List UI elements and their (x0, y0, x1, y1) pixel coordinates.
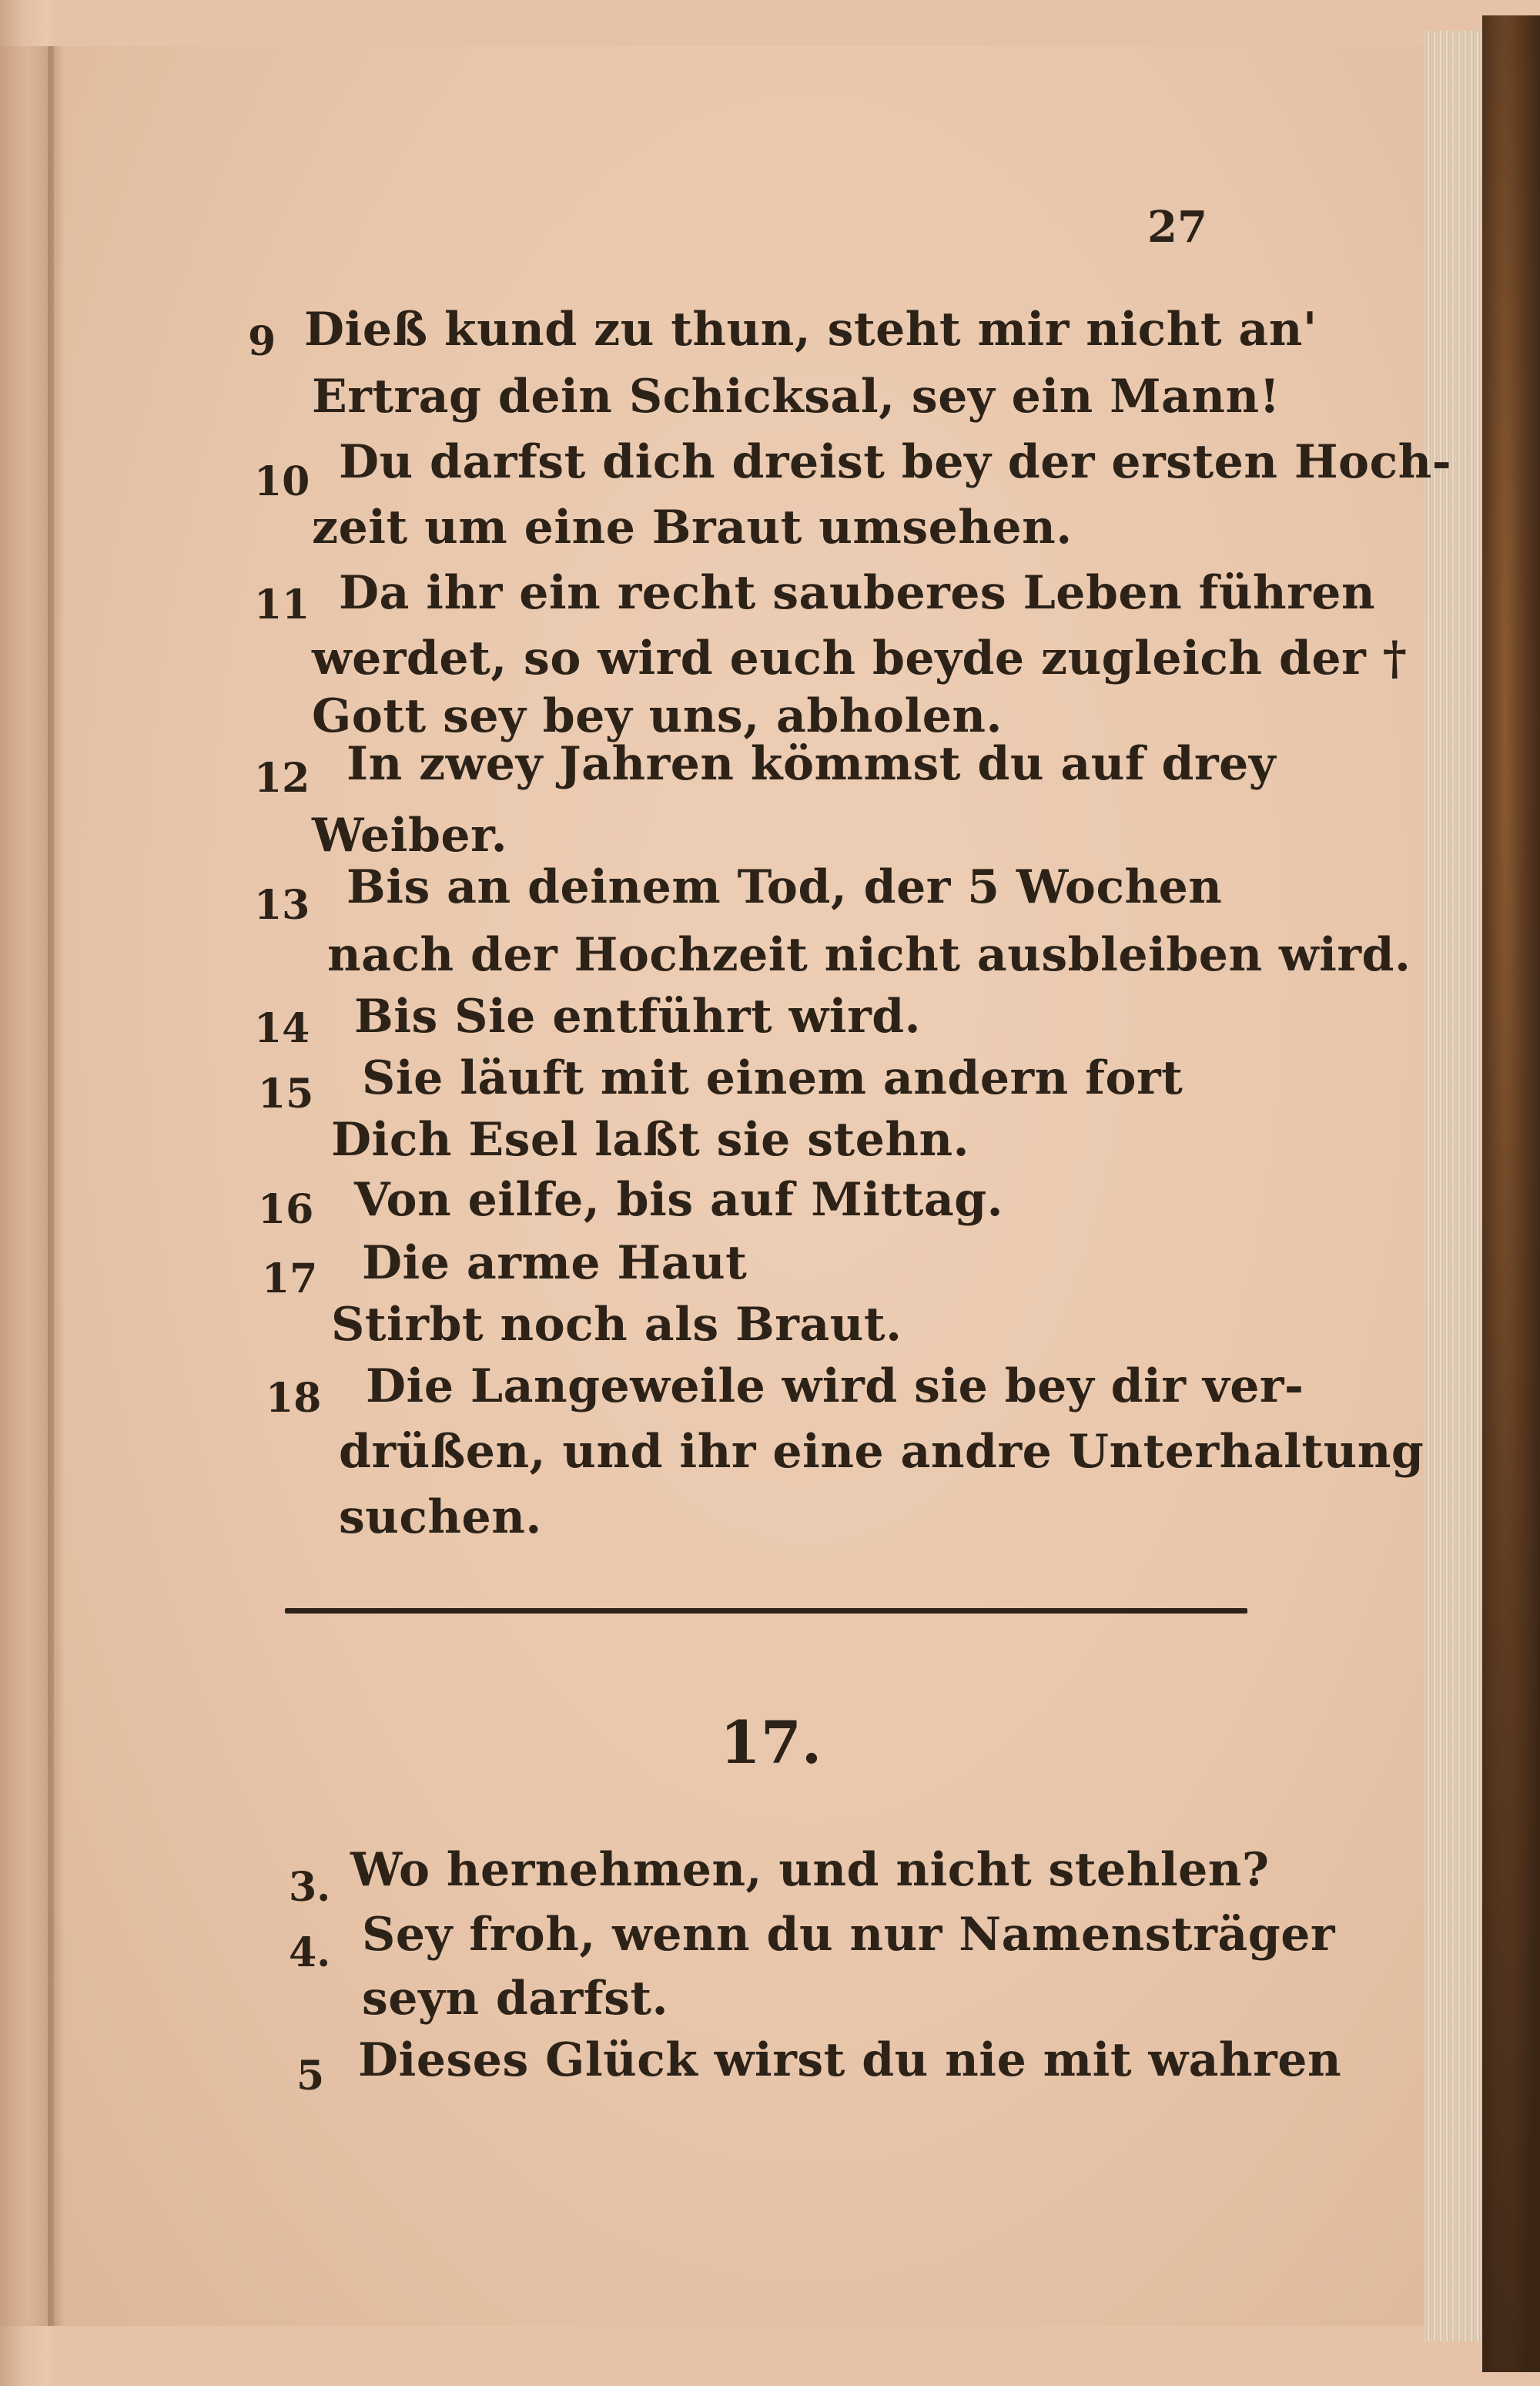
answer-number: 18 (266, 1375, 322, 1422)
answer-line: seyn darfst. (362, 1972, 668, 2026)
answer-number: 16 (258, 1186, 314, 1233)
answer-line: Sey froh, wenn du nur Namensträger (362, 1908, 1335, 1962)
answer-line: Gott sey bey uns, abholen. (312, 689, 1003, 743)
answer-number: 15 (258, 1071, 314, 1118)
answer-number: 13 (254, 882, 310, 929)
section-heading: 17. (720, 1708, 822, 1777)
answer-line: Von eilfe, bis auf Mittag. (354, 1173, 1004, 1227)
answer-line: Wo hernehmen, und nicht stehlen? (350, 1843, 1270, 1897)
answer-line: Da ihr ein recht sauberes Leben führen (339, 566, 1376, 620)
answer-number: 9 (248, 318, 276, 365)
page-number: 27 (1147, 202, 1207, 253)
answer-line: zeit um eine Braut umsehen. (312, 501, 1073, 555)
answer-number: 11 (254, 581, 310, 628)
answer-line: Du darfst dich dreist bey der ersten Hoch- (339, 435, 1452, 489)
answer-line: suchen. (339, 1490, 542, 1544)
answer-line: werdet, so wird euch beyde zugleich der † (312, 632, 1408, 685)
answer-line: nach der Hochzeit nicht ausbleiben wird. (327, 928, 1411, 982)
answer-number: 14 (254, 1005, 310, 1052)
answer-line: Sie läuft mit einem andern fort (362, 1051, 1183, 1105)
answer-line: Bis an deinem Tod, der 5 Wochen (346, 860, 1223, 914)
answer-line: Ertrag dein Schicksal, sey ein Mann! (312, 370, 1281, 424)
answer-number: 3. (289, 1864, 331, 1911)
answer-number: 10 (254, 458, 310, 505)
answer-line: Dich Esel laßt sie stehn. (331, 1113, 970, 1167)
answer-line: Die arme Haut (362, 1236, 748, 1290)
answer-number: 17 (262, 1255, 318, 1302)
answer-line: Dieses Glück wirst du nie mit wahren (358, 2033, 1342, 2087)
answer-number: 12 (254, 755, 310, 802)
section-divider (285, 1608, 1247, 1614)
answer-number: 5 (296, 2053, 325, 2099)
answer-line: Stirbt noch als Braut. (331, 1298, 902, 1352)
answer-line: Dieß kund zu thun, steht mir nicht an' (304, 303, 1317, 357)
answer-line: Weiber. (312, 809, 508, 863)
answer-line: Bis Sie entführt wird. (354, 990, 922, 1044)
answer-line: In zwey Jahren kömmst du auf drey (346, 737, 1277, 791)
answer-line: drüßen, und ihr eine andre Unterhaltung (339, 1425, 1424, 1479)
answer-line: Die Langeweile wird sie bey dir ver- (366, 1359, 1304, 1413)
answer-number: 4. (289, 1929, 331, 1976)
